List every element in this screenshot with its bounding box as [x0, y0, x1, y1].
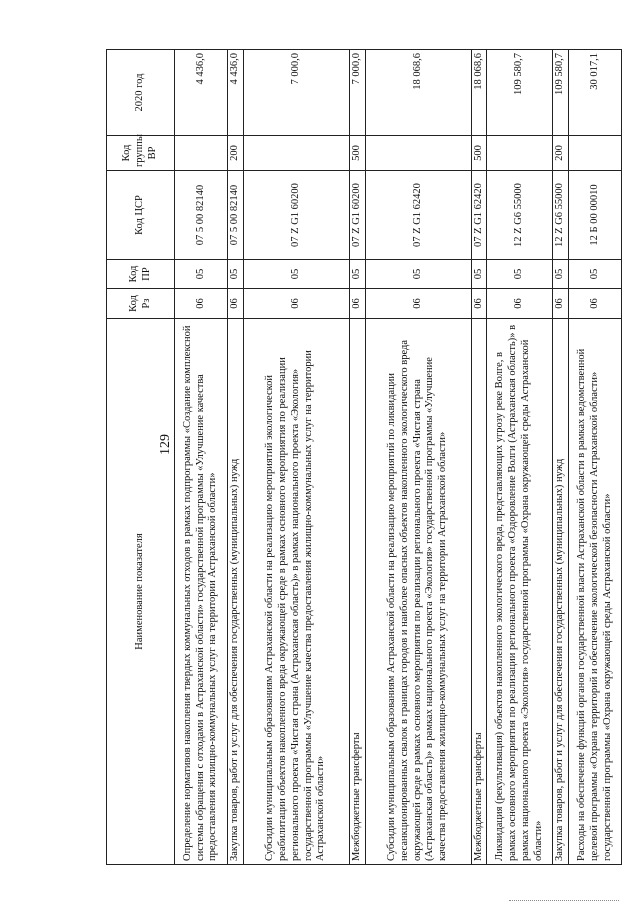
- row-vr: [175, 136, 228, 171]
- row-amount: 4 436,0: [228, 50, 244, 136]
- row-name: Расходы на обеспечение функций органов государственной власти Астраханской области в рамках ведомственной целевой программы «Охрана территорий и обеспечение экологической безопасности Астраханской области» государственной программы «Охрана окружающей среды Астраханской области»: [569, 319, 622, 865]
- row-rz: 06: [365, 289, 471, 319]
- row-vr: [365, 136, 471, 171]
- header-pr: Код ПР: [107, 260, 175, 289]
- row-amount: 18 068,6: [471, 50, 487, 136]
- table-row: [175, 50, 228, 865]
- table-row: [553, 50, 569, 865]
- row-rz: 06: [569, 289, 622, 319]
- row-csr: 07 Z G1 62420: [471, 171, 487, 260]
- row-rz: 06: [243, 289, 349, 319]
- row-name: Закупка товаров, работ и услуг для обеспечения государственных (муниципальных) нужд: [228, 319, 244, 865]
- row-rz: 06: [553, 289, 569, 319]
- header-year: 2020 год: [107, 50, 175, 136]
- row-amount: 30 017,1: [569, 50, 622, 136]
- row-vr: [243, 136, 349, 171]
- row-csr: 12 Z G6 55000: [487, 171, 553, 260]
- row-name: Ликвидация (рекультивация) объектов накопленного экологического вреда, представляющих угрозу реке Волге, в рамках основного мероприятия по реализации регионального проекта «Оздоровление Волги (Астраханская область)» в рамках национального проекта «Экология» государственной программы «Охрана окружающей среды Астраханской области»: [487, 319, 553, 865]
- row-csr: 07 Z G1 60200: [349, 171, 365, 260]
- table-header-row: [107, 50, 175, 865]
- row-pr: 05: [349, 260, 365, 289]
- row-rz: 06: [175, 289, 228, 319]
- row-csr: 12 Z G6 55000: [553, 171, 569, 260]
- row-csr: 12 Б 00 00010: [569, 171, 622, 260]
- header-name: Наименование показателя: [107, 319, 175, 865]
- row-amount: 4 436,0: [175, 50, 228, 136]
- row-pr: 05: [228, 260, 244, 289]
- row-pr: 05: [487, 260, 553, 289]
- row-rz: 06: [471, 289, 487, 319]
- header-rz: Код Рз: [107, 289, 175, 319]
- row-rz: 06: [228, 289, 244, 319]
- row-vr: [569, 136, 622, 171]
- table-row: [349, 50, 365, 865]
- header-csr: Код ЦСР: [107, 171, 175, 260]
- row-name: Субсидии муниципальным образованиям Астраханской области на реализацию мероприятий экологической реабилитации объектов накопленного вреда окружающей среде в рамках основного мероприятия по реализации регионального проекта «Чистая страна (Астраханская область)» в рамках национального проекта «Экология» государственной программы «Улучшение качества предоставления жилищно-коммунальных услуг на территории Астраханской области»: [243, 319, 349, 865]
- row-csr: 07 5 00 82140: [175, 171, 228, 260]
- row-vr: 500: [349, 136, 365, 171]
- row-pr: 05: [471, 260, 487, 289]
- page-number: 129: [158, 434, 173, 455]
- row-pr: 05: [569, 260, 622, 289]
- row-name: Определение нормативов накопления твердых коммунальных отходов в рамках подпрограммы «Создание комплексной системы обращения с отходами в Астраханской области» государственной программы «Улучшение качества предоставления жилищно-коммунальных услуг на территории Астраханской области»: [175, 319, 228, 865]
- row-pr: 05: [175, 260, 228, 289]
- row-vr: 200: [553, 136, 569, 171]
- row-pr: 05: [553, 260, 569, 289]
- budget-table: [106, 49, 622, 865]
- row-rz: 06: [487, 289, 553, 319]
- row-csr: 07 5 00 82140: [228, 171, 244, 260]
- footer-divider: [509, 900, 619, 901]
- row-vr: 200: [228, 136, 244, 171]
- row-vr: 500: [471, 136, 487, 171]
- row-vr: [487, 136, 553, 171]
- header-vr: Код группы ВР: [107, 136, 175, 171]
- row-name: Межбюджетные трансферты: [349, 319, 365, 865]
- row-pr: 05: [243, 260, 349, 289]
- row-rz: 06: [349, 289, 365, 319]
- table-row: [365, 50, 471, 865]
- table-row: [487, 50, 553, 865]
- row-name: Закупка товаров, работ и услуг для обеспечения государственных (муниципальных) нужд: [553, 319, 569, 865]
- budget-table-container: [106, 50, 618, 865]
- table-row: [243, 50, 349, 865]
- table-row: [569, 50, 622, 865]
- row-amount: 7 000,0: [243, 50, 349, 136]
- row-csr: 07 Z G1 62420: [365, 171, 471, 260]
- row-pr: 05: [365, 260, 471, 289]
- row-amount: 18 068,6: [365, 50, 471, 136]
- table-row: [471, 50, 487, 865]
- row-amount: 7 000,0: [349, 50, 365, 136]
- row-csr: 07 Z G1 60200: [243, 171, 349, 260]
- table-row: [228, 50, 244, 865]
- row-name: Межбюджетные трансферты: [471, 319, 487, 865]
- row-name: Субсидии муниципальным образованиям Астраханской области на реализацию мероприятий по ликвидации несанкционированных свалок в границах городов и наиболее опасных объектов накопленного экологического вреда окружающей среде в рамках основного мероприятия по реализации регионального проекта «Чистая страна (Астраханская область)» в рамках национального проекта «Экология» государственной программы «Улучшение качества предоставления жилищно-коммунальных услуг на территории Астраханской области»: [365, 319, 471, 865]
- row-amount: 109 580,7: [553, 50, 569, 136]
- row-amount: 109 580,7: [487, 50, 553, 136]
